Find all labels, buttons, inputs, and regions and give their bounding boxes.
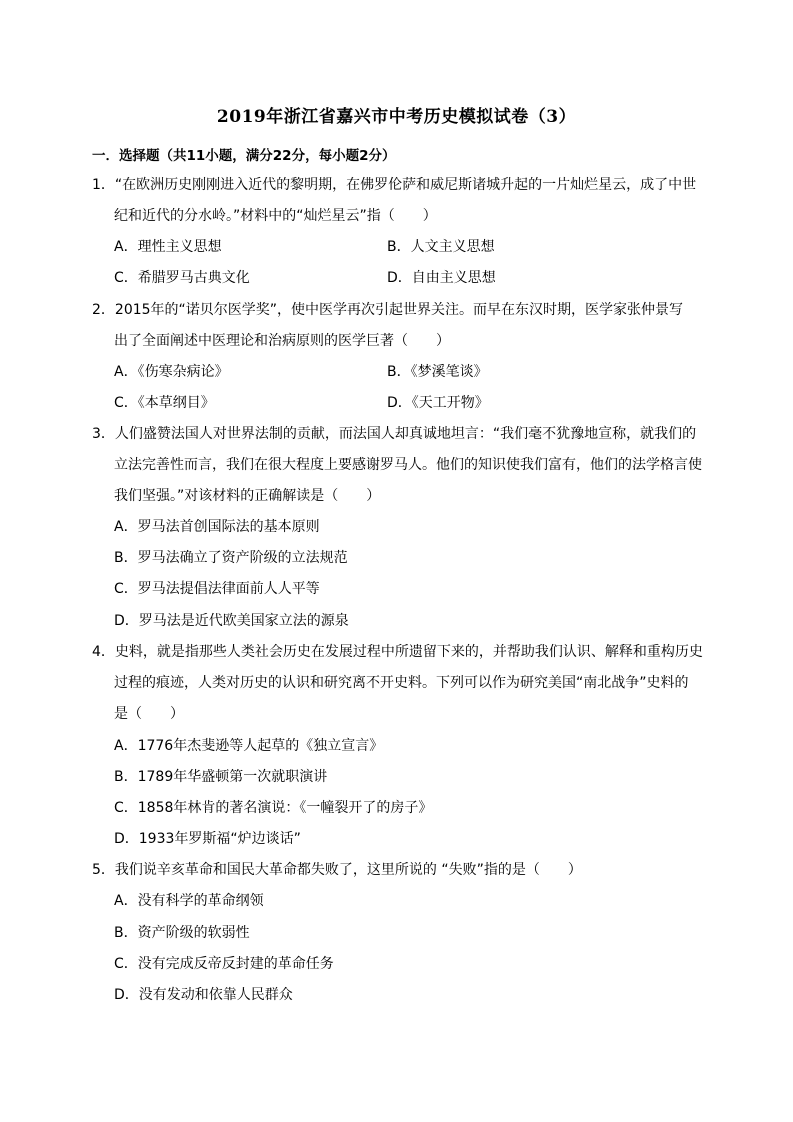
question-2-option-b[interactable]: B．《梦溪笔谈》	[387, 364, 488, 380]
question-3-option-d[interactable]: D．罗马法是近代欧美国家立法的源泉	[114, 613, 349, 629]
question-1-option-d[interactable]: D．自由主义思想	[387, 270, 496, 286]
question-2-line-2: 出了全面阐述中医理论和治病原则的医学巨著（ ）	[114, 333, 450, 349]
question-1-line-2: 纪和近代的分水岭。”材料中的“灿烂星云”指（ ）	[114, 208, 437, 224]
question-1-line-1: 1．“在欧洲历史刚刚进入近代的黎明期，在佛罗伦萨和威尼斯诸城升起的一片灿烂星云，成了中世	[92, 177, 697, 193]
question-3-option-b[interactable]: B．罗马法确立了资产阶级的立法规范	[114, 550, 348, 566]
question-1-option-c[interactable]: C．希腊罗马古典文化	[114, 270, 250, 286]
question-4-option-d[interactable]: D．1933年罗斯福“炉边谈话”	[114, 831, 301, 847]
question-3-line-1: 3．人们盛赞法国人对世界法制的贡献，而法国人却真诚地坦言：“我们毫不犹豫地宣称，就我们的	[92, 426, 697, 442]
question-2-option-c[interactable]: C．《本草纲目》	[114, 395, 215, 411]
section-heading: 一．选择题（共11小题，满分22分，每小题2分）	[92, 148, 396, 164]
question-4-option-b[interactable]: B．1789年华盛顿第一次就职演讲	[114, 769, 328, 785]
question-3-line-3: 我们坚强。”对该材料的正确解读是（ ）	[114, 488, 381, 504]
question-3-option-a[interactable]: A．罗马法首创国际法的基本原则	[114, 519, 320, 535]
question-5-option-c[interactable]: C．没有完成反帝反封建的革命任务	[114, 956, 334, 972]
question-4-line-1: 4．史料，就是指那些人类社会历史在发展过程中所遗留下来的，并帮助我们认识、解释和重构历史	[92, 644, 703, 660]
page-title: 2019年浙江省嘉兴市中考历史模拟试卷（3）	[216, 107, 577, 127]
question-2-option-d[interactable]: D．《天工开物》	[387, 395, 489, 411]
question-3-option-c[interactable]: C．罗马法提倡法律面前人人平等	[114, 581, 320, 597]
question-3-line-2: 立法完善性而言，我们在很大程度上要感谢罗马人。他们的知识使我们富有，他们的法学格言使	[114, 457, 702, 473]
question-5-option-d[interactable]: D．没有发动和依靠人民群众	[114, 987, 293, 1003]
question-5-line-1: 5．我们说辛亥革命和国民大革命都失败了，这里所说的 “失败”指的是（ ）	[92, 862, 582, 878]
question-4-option-a[interactable]: A．1776年杰斐逊等人起草的《独立宣言》	[114, 738, 384, 754]
question-2-line-1: 2．2015年的“诺贝尔医学奖”，使中医学再次引起世界关注。而早在东汉时期，医学家张仲景写	[92, 302, 684, 318]
question-4-line-3: 是（ ）	[114, 706, 184, 722]
question-1-option-a[interactable]: A．理性主义思想	[114, 239, 222, 255]
question-4-line-2: 过程的痕迹，人类对历史的认识和研究离不开史料。下列可以作为研究美国“南北战争”史料的	[114, 675, 689, 691]
question-4-option-c[interactable]: C．1858年林肯的著名演说：《一幢裂开了的房子》	[114, 800, 433, 816]
question-5-option-b[interactable]: B．资产阶级的软弱性	[114, 925, 250, 941]
question-1-option-b[interactable]: B．人文主义思想	[387, 239, 495, 255]
question-5-option-a[interactable]: A．没有科学的革命纲领	[114, 893, 264, 909]
question-2-option-a[interactable]: A．《伤寒杂病论》	[114, 364, 229, 380]
